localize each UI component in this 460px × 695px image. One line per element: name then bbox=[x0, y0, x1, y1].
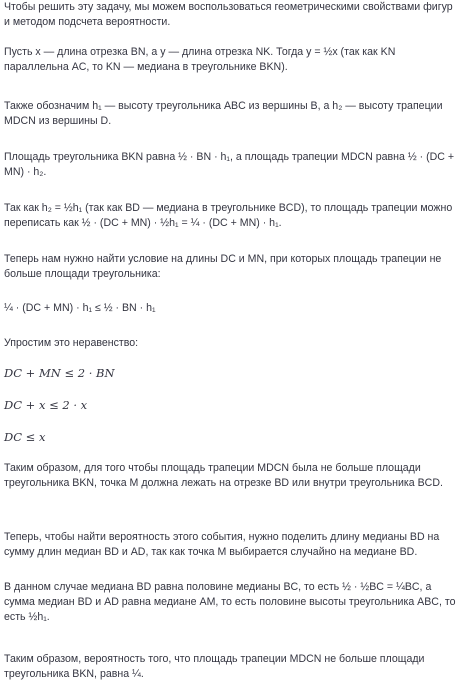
paragraph-definitions: Пусть x — длина отрезка BN, а y — длина отрезка NK. Тогда y = ½x (так как KN параллельна AC, то KN — медиана в треугольнике BKN). bbox=[4, 46, 396, 73]
paragraph-probability-method: Теперь, чтобы найти вероятность этого события, нужно поделить длину медианы BD на сумму длин медиан BD и AD, так как точка M выбирается случайно на медиане BD. bbox=[4, 531, 440, 558]
paragraph-final-answer: Таким образом, вероятность того, что площадь трапеции MDCN не больше площади треугольника BKN, равна ¼. bbox=[4, 653, 425, 680]
paragraph-median-lengths: В данном случае медиана BD равна половине медианы BC, то есть ½ · ½BC = ¼BC, а сумма медиан BD и AD равна медиане AM, то есть половине высоты треугольника ABC, то есть ½h₁. bbox=[4, 581, 456, 623]
inequality-step-1: DC + MN ≤ 2 · BN bbox=[4, 366, 115, 380]
inequality-main: ¼ · (DC + MN) · h₁ ≤ ½ · BN · h₁ bbox=[4, 302, 156, 314]
paragraph-heights: Также обозначим h₁ — высоту треугольника ABC из вершины B, а h₂ — высоту трапеции MDCN из вершины D. bbox=[4, 100, 443, 127]
inequality-step-3: DC ≤ x bbox=[4, 430, 46, 444]
inequality-step-2: DC + x ≤ 2 · x bbox=[4, 398, 88, 412]
paragraph-condition: Теперь нам нужно найти условие на длины DC и MN, при которых площадь трапеции не больше площади треугольника: bbox=[4, 253, 442, 280]
paragraph-trapezoid-area: Так как h₂ = ½h₁ (так как BD — медиана в треугольнике BCD), то площадь трапеции можно переписать как ½ · (DC + MN) · ½h₁ = ¼ · (DC + MN) · h₁. bbox=[4, 202, 453, 229]
paragraph-simplify: Упростим это неравенство: bbox=[4, 337, 139, 349]
paragraph-intro: Чтобы решить эту задачу, мы можем воспользоваться геометрическими свойствами фигур и методом подсчета вероятности. bbox=[4, 1, 453, 28]
paragraph-areas: Площадь треугольника BKN равна ½ · BN · h₁, а площадь трапеции MDCN равна ½ · (DC + MN) · h₂. bbox=[4, 151, 455, 178]
paragraph-conclusion-location: Таким образом, для того чтобы площадь трапеции MDCN была не больше площади треугольника BKN, точка M должна лежать на отрезке BD или внутри треугольника BCD. bbox=[4, 462, 443, 489]
